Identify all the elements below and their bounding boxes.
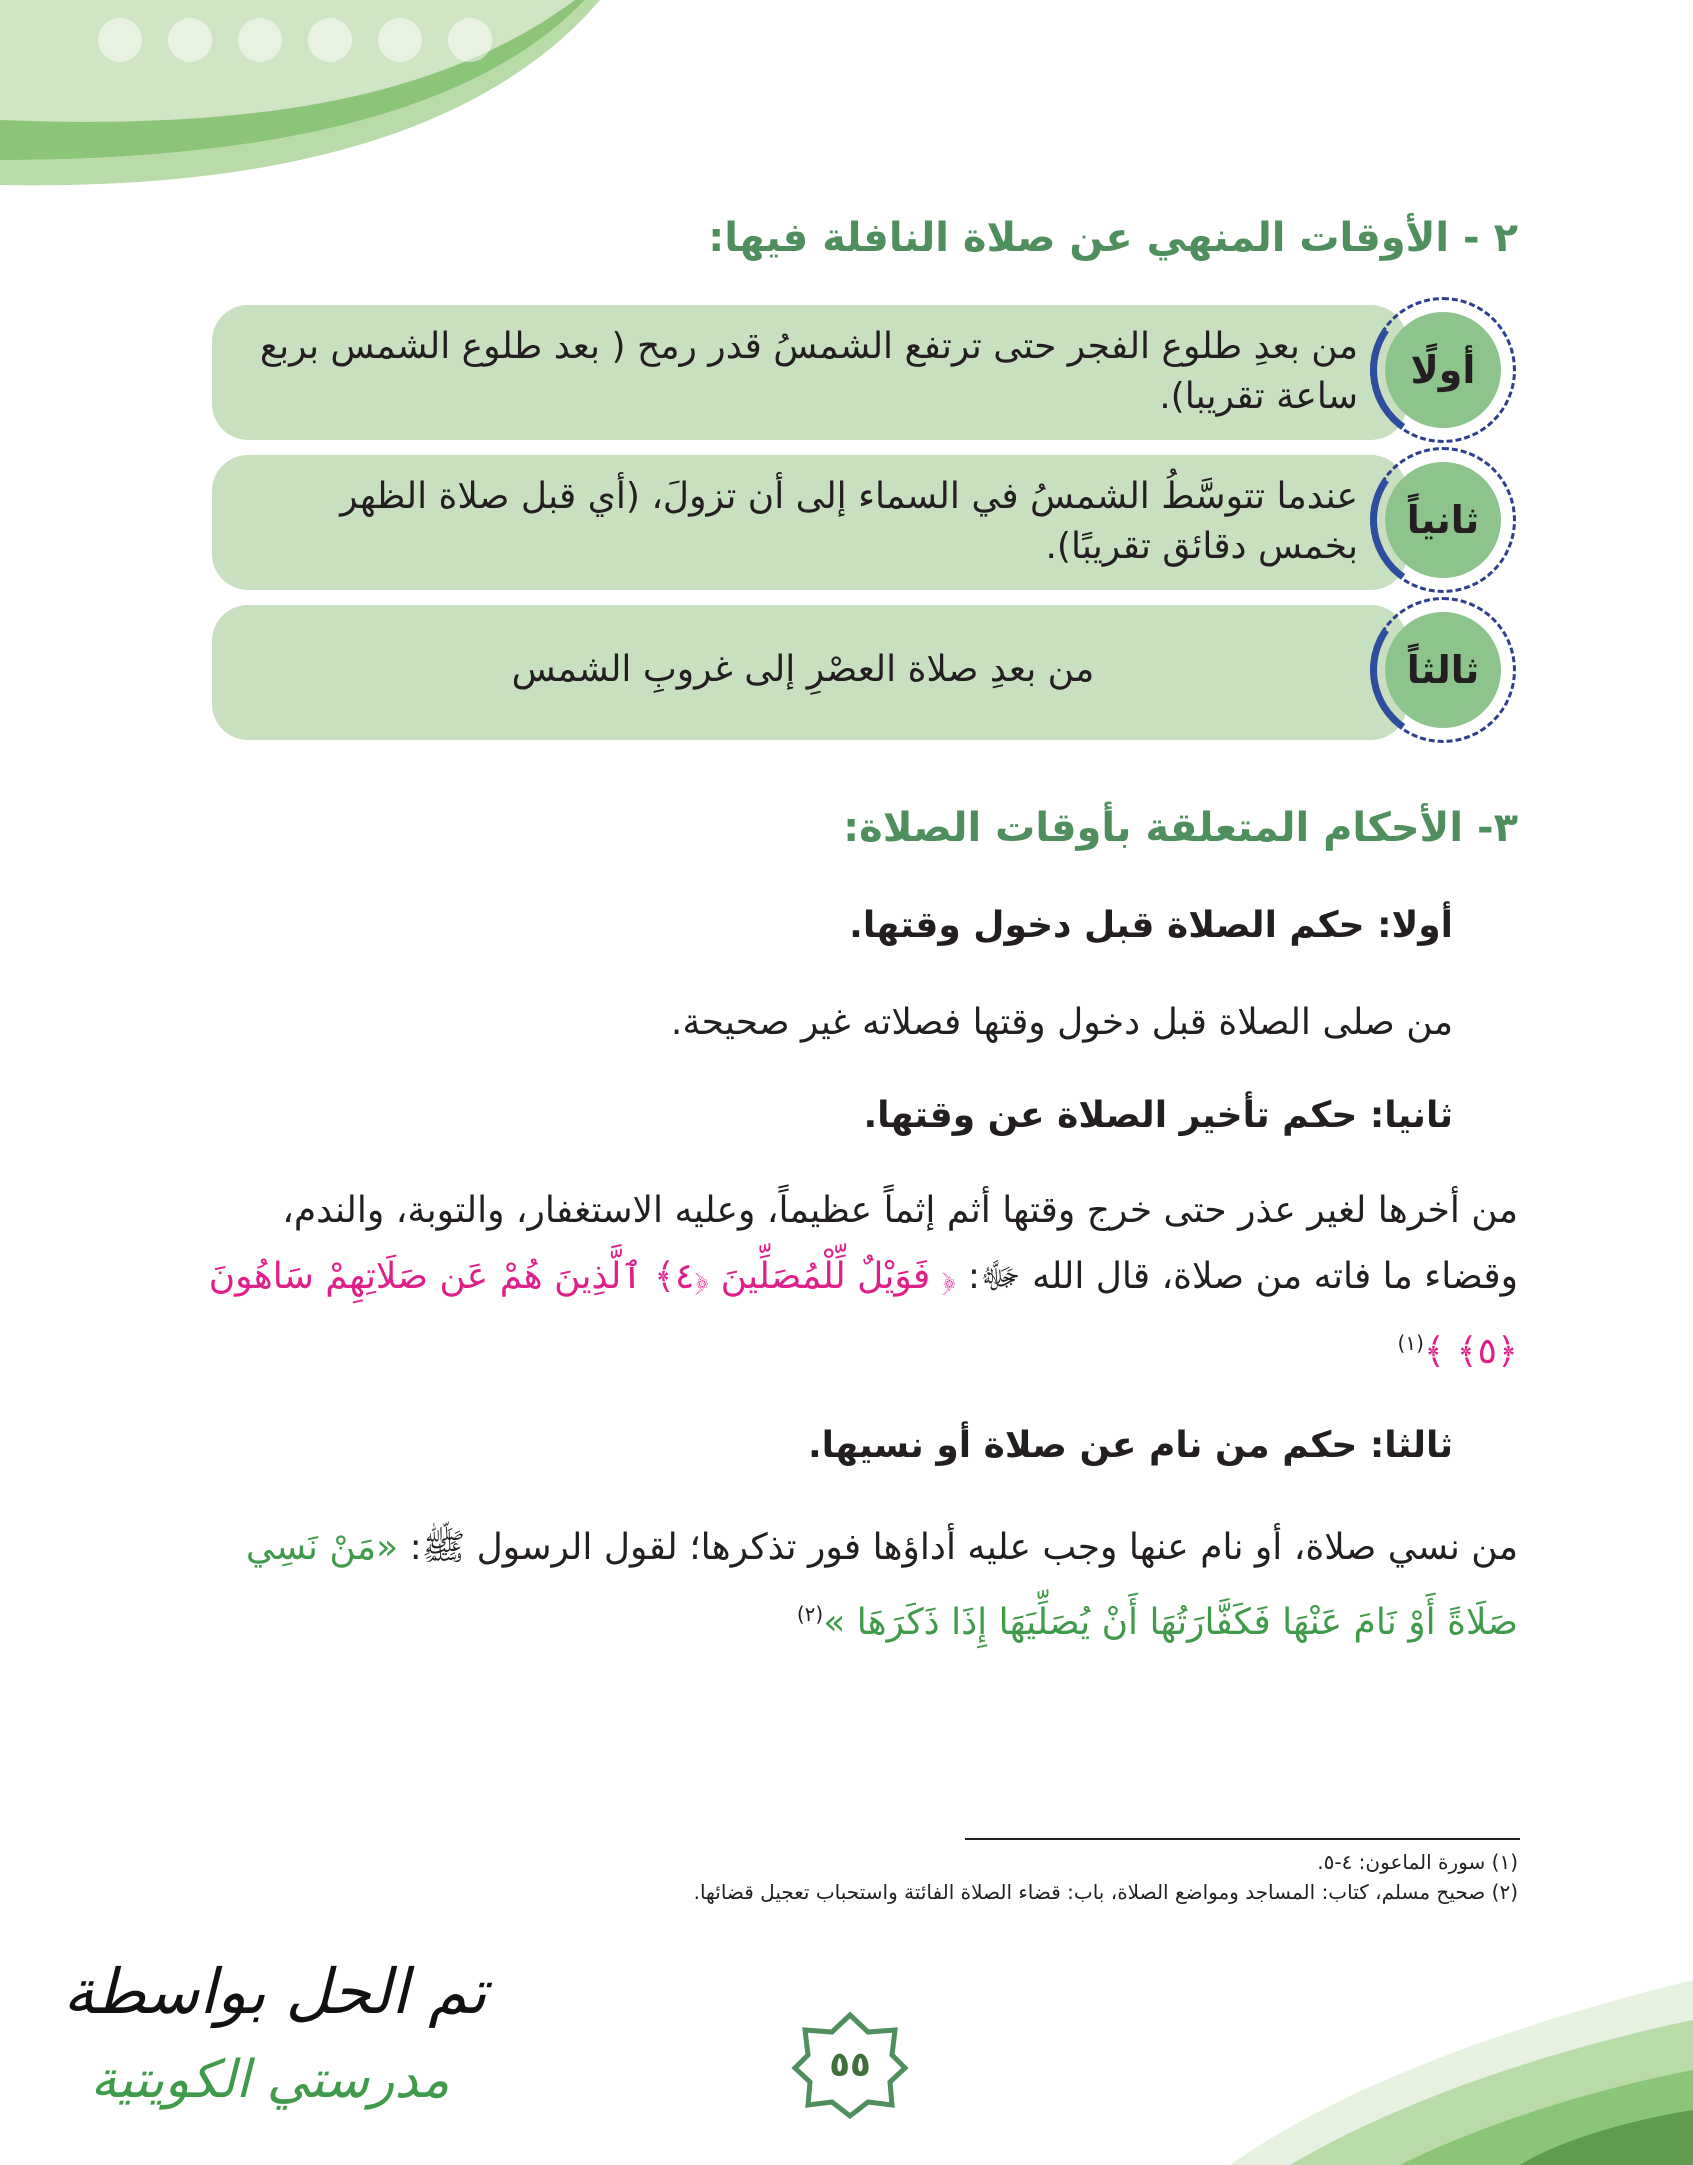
hadith-text: «مَنْ نَسِي صَلَاةً أَوْ نَامَ عَنْهَا فَكَفَّارَتُهَا أَنْ يُصَلِّيَهَا إِذَا ذَكَرَهَا » [245,1527,1518,1643]
section-2-heading: ٢ - الأوقات المنهي عن صلاة النافلة فيها: [708,215,1518,261]
section-3-heading: ٣- الأحكام المتعلقة بأوقات الصلاة: [843,805,1518,851]
ruling-2-title: ثانيا: حكم تأخير الصلاة عن وقتها. [863,1095,1453,1136]
top-corner-decoration [0,0,620,210]
time-row-text: من بعدِ طلوع الفجر حتى ترتفع الشمسُ قدر رمح ( بعد طلوع الشمس بربع ساعة تقريبا). [259,326,1358,417]
footnote-marker-2: (٢) [796,1602,824,1626]
ruling-2-body [178,1178,1518,1385]
badge-second: ثانياً [1385,462,1501,578]
footnote-marker-1: (١) [1397,1331,1424,1355]
bottom-corner-decoration [1230,1960,1693,2165]
ruling-1-body: من صلى الصلاة قبل دخول وقتها فصلاته غير صحيحة. [670,1002,1453,1043]
badge-first: أولًا [1385,312,1501,428]
ruling-3-title: ثالثا: حكم من نام عن صلاة أو نسيها. [808,1425,1453,1466]
signature-line-2: مدرستي الكويتية [90,2050,450,2110]
quran-verse: ﴿ فَوَيْلٌ لِّلْمُصَلِّينَ ﴿٤﴾ ٱلَّذِينَ هُمْ عَن صَلَاتِهِمْ سَاهُونَ ﴿٥﴾ ﴾ [208,1256,1518,1372]
footnote-2: (٢) صحيح مسلم، كتاب: المساجد ومواضع الصلاة، باب: قضاء الصلاة الفائتة واستحباب تعجيل قضائها. [693,1880,1518,1904]
signature-line-1: تم الحل بواسطة [63,1955,487,2028]
ruling-2-text: من أخرها لغير عذر حتى خرج وقتها أثم إثماً عظيماً، وعليه الاستغفار، والتوبة، والندم، وقضاء ما فاته من صلاة، قال الله ﷻ: [282,1190,1518,1297]
time-row-text: عندما تتوسَّطُ الشمسُ في السماء إلى أن تزولَ، (أي قبل صلاة الظهر بخمس دقائق تقريبًا). [340,476,1358,567]
ruling-3-text: من نسي صلاة، أو نام عنها وجب عليه أداؤها فور تذكرها؛ لقول الرسول ﷺ: [409,1527,1518,1568]
badge-third: ثالثاً [1385,612,1501,728]
page-number: ٥٥ [829,2045,871,2085]
ruling-3-body [178,1515,1518,1656]
footnote-1: (١) سورة الماعون: ٤-٥. [1317,1850,1518,1874]
time-row-text: من بعدِ صلاة العصْرِ إلى غروبِ الشمس [511,649,1095,690]
footnote-divider [965,1838,1520,1840]
ruling-1-title: أولا: حكم الصلاة قبل دخول وقتها. [849,905,1453,946]
